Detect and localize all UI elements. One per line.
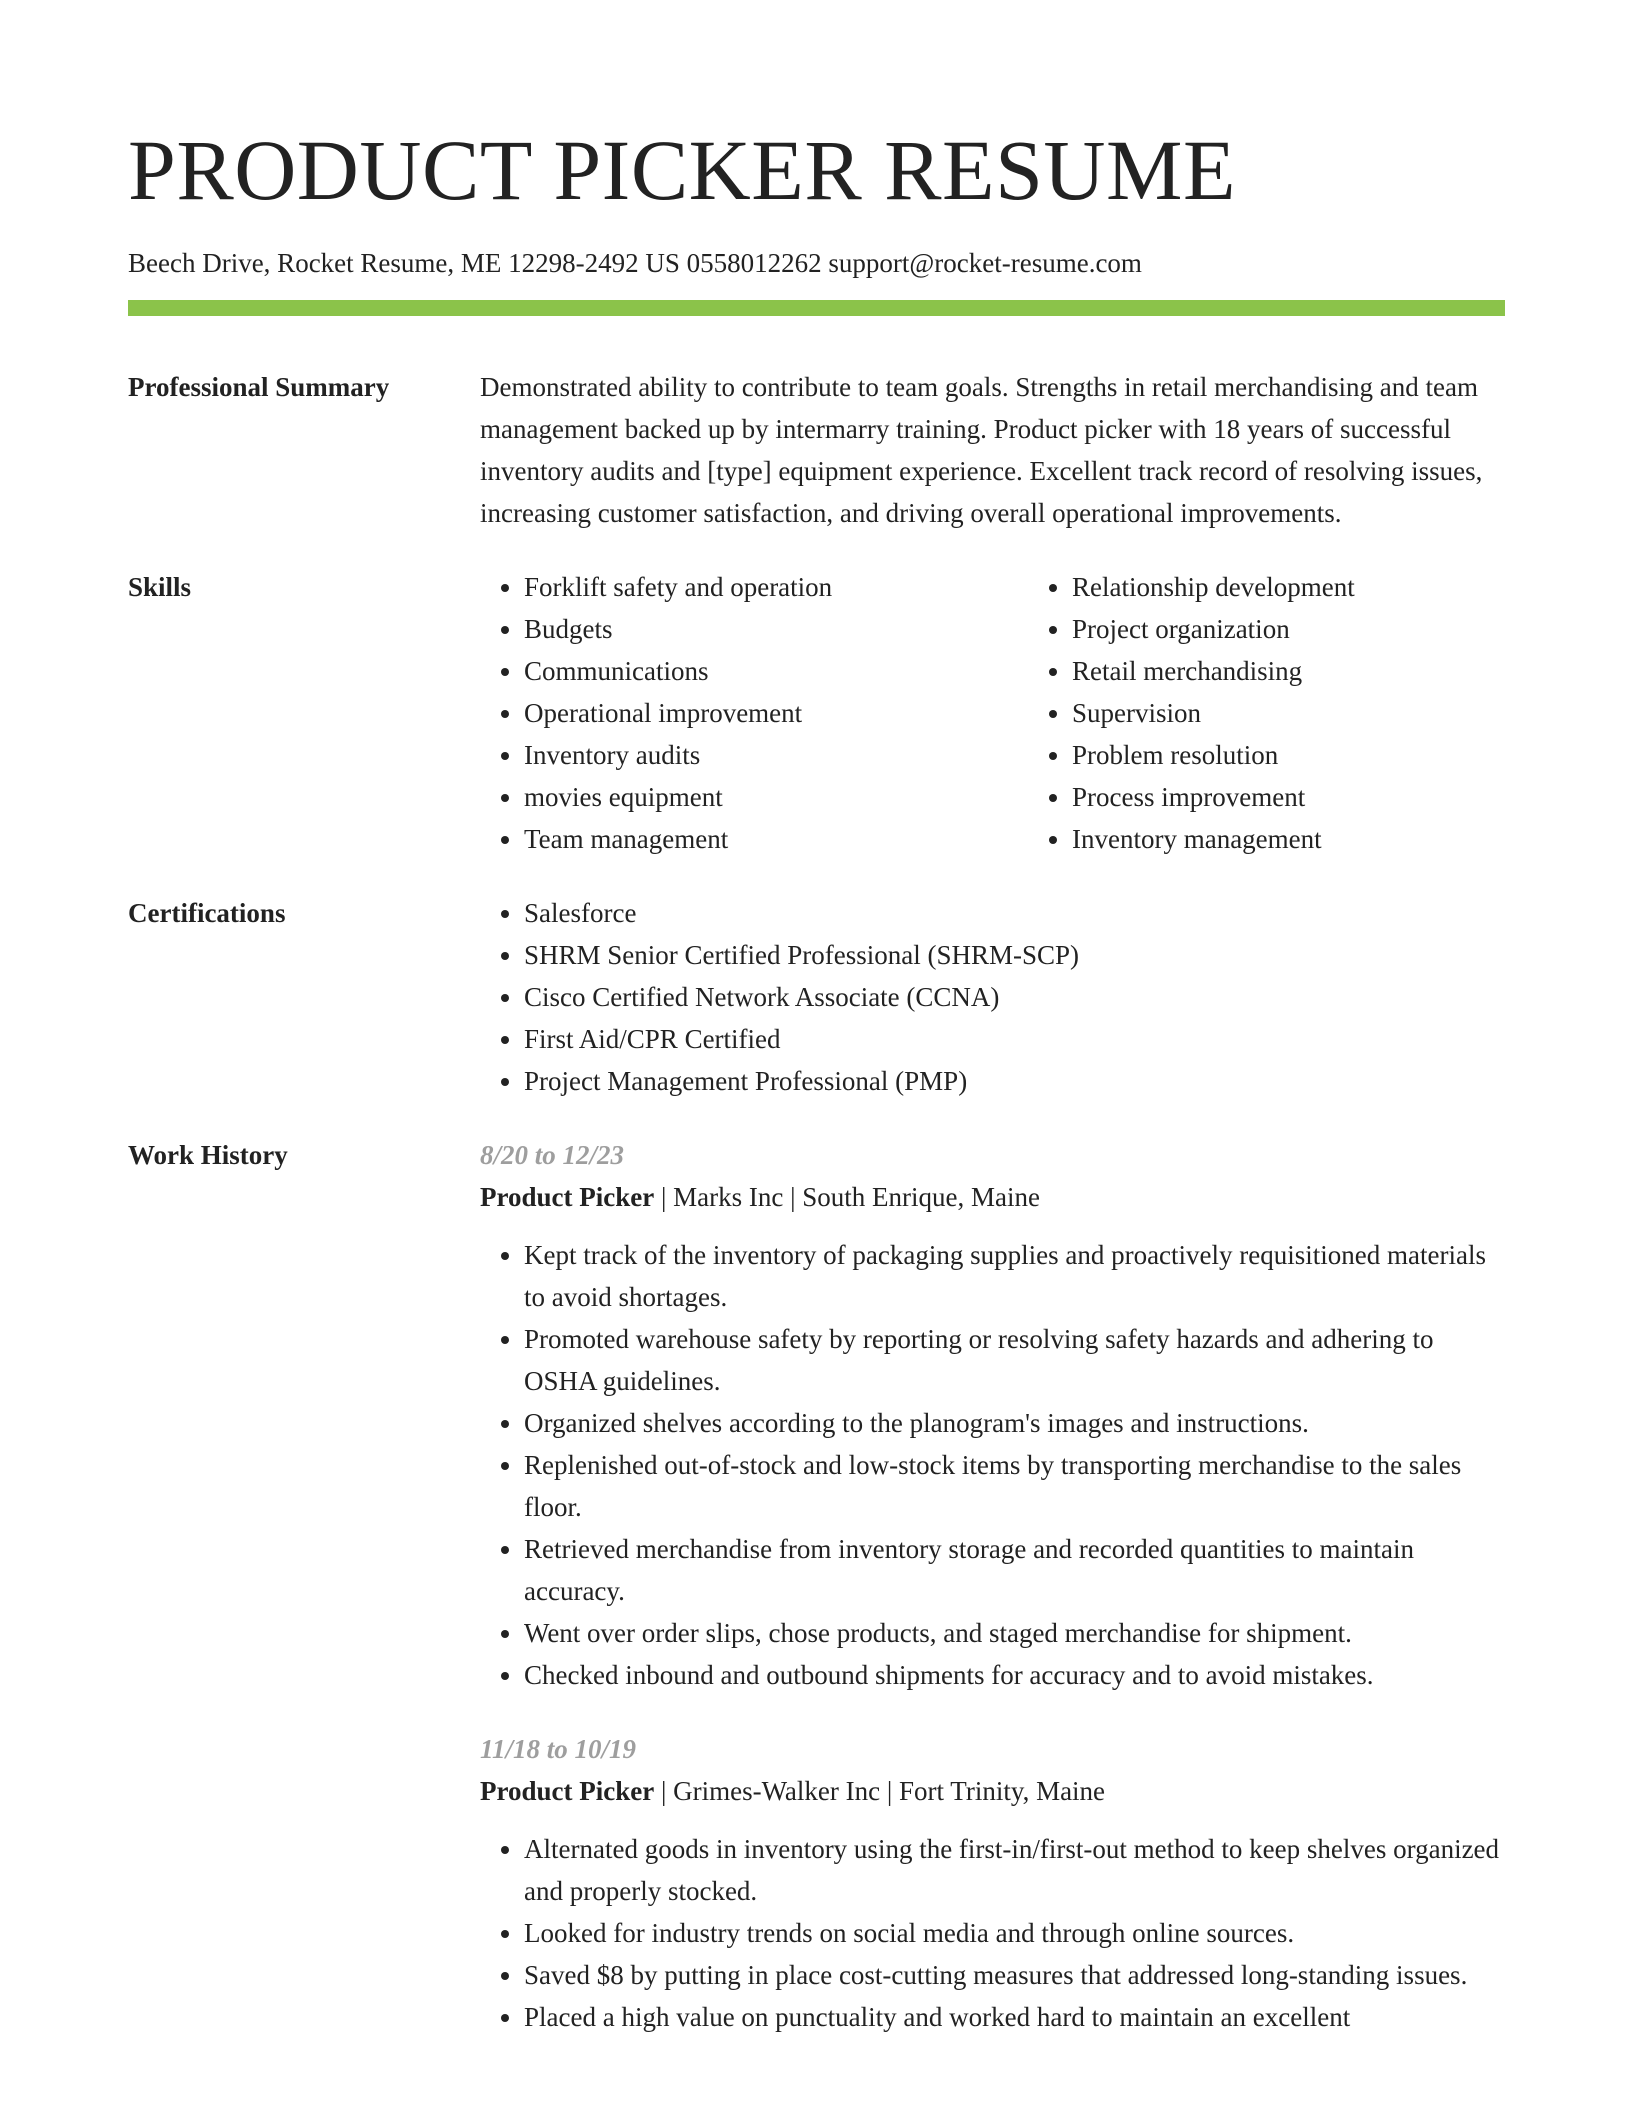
skills-columns	[480, 566, 1576, 860]
job-dates: 11/18 to 10/19	[480, 1734, 637, 1764]
job-bullet: • Retrieved merchandise from inventory storage and recorded quantities to maintain accuracy.	[524, 1528, 1505, 1612]
resume-title: PRODUCT PICKER RESUME	[128, 122, 1237, 218]
section-label-work-history: Work History	[128, 1140, 288, 1170]
job-entry	[480, 1134, 1505, 1696]
skills-section	[128, 566, 1505, 860]
skill-item: • Communications	[524, 650, 1028, 692]
job-bullet-list	[480, 1828, 1505, 2038]
work-history-section	[128, 1134, 1505, 2038]
skills-list-left	[480, 566, 1028, 860]
certification-item: • Project Management Professional (PMP)	[524, 1060, 1505, 1102]
job-heading	[480, 1176, 1505, 1218]
skill-item: • Relationship development	[1072, 566, 1576, 608]
job-details: | Grimes-Walker Inc | Fort Trinity, Maine	[654, 1776, 1106, 1806]
job-bullet: • Placed a high value on punctuality and worked hard to maintain an excellent	[524, 1996, 1505, 2038]
job-bullet: • Saved $8 by putting in place cost-cutting measures that addressed long-standing issues.	[524, 1954, 1505, 1996]
skill-item: • Supervision	[1072, 692, 1576, 734]
job-bullet: • Looked for industry trends on social media and through online sources.	[524, 1912, 1505, 1954]
certification-item: • SHRM Senior Certified Professional (SHRM-SCP)	[524, 934, 1505, 976]
job-bullet: • Alternated goods in inventory using the first-in/first-out method to keep shelves organized and properly stocked.	[524, 1828, 1505, 1912]
skill-item: • Inventory audits	[524, 734, 1028, 776]
certifications-body	[480, 892, 1505, 1102]
job-details: | Marks Inc | South Enrique, Maine	[654, 1182, 1040, 1212]
skill-item: • movies equipment	[524, 776, 1028, 818]
skill-item: • Forklift safety and operation	[524, 566, 1028, 608]
skill-item: • Project organization	[1072, 608, 1576, 650]
skill-item: • Budgets	[524, 608, 1028, 650]
job-bullet: • Checked inbound and outbound shipments for accuracy and to avoid mistakes.	[524, 1654, 1505, 1696]
section-label-certifications: Certifications	[128, 898, 286, 928]
certification-item: • Salesforce	[524, 892, 1505, 934]
job-bullet: • Replenished out-of-stock and low-stock items by transporting merchandise to the sales floor.	[524, 1444, 1505, 1528]
accent-divider	[128, 300, 1505, 316]
job-entry	[480, 1728, 1505, 2038]
job-bullet: • Organized shelves according to the planogram's images and instructions.	[524, 1402, 1505, 1444]
job-bullet: • Promoted warehouse safety by reporting or resolving safety hazards and adhering to OSHA guidelines.	[524, 1318, 1505, 1402]
skills-list-right	[1028, 566, 1576, 860]
skill-item: • Team management	[524, 818, 1028, 860]
certification-item: • Cisco Certified Network Associate (CCNA)	[524, 976, 1505, 1018]
skill-item: • Process improvement	[1072, 776, 1576, 818]
certifications-section	[128, 892, 1505, 1102]
certifications-list	[480, 892, 1505, 1102]
work-history-body	[480, 1134, 1505, 2038]
skill-item: • Operational improvement	[524, 692, 1028, 734]
job-bullet-list	[480, 1234, 1505, 1696]
section-label-skills: Skills	[128, 572, 192, 602]
contact-line: Beech Drive, Rocket Resume, ME 12298-2492 US 0558012262 support@rocket-resume.com	[128, 248, 1142, 278]
job-bullet: • Kept track of the inventory of packaging supplies and proactively requisitioned materials to avoid shortages.	[524, 1234, 1505, 1318]
job-title: Product Picker	[480, 1776, 655, 1806]
job-heading	[480, 1770, 1505, 1812]
summary-section	[128, 366, 1505, 534]
resume-page	[128, 0, 1505, 2038]
job-dates: 8/20 to 12/23	[480, 1140, 625, 1170]
job-title: Product Picker	[480, 1182, 655, 1212]
skill-item: • Retail merchandising	[1072, 650, 1576, 692]
skill-item: • Problem resolution	[1072, 734, 1576, 776]
certification-item: • First Aid/CPR Certified	[524, 1018, 1505, 1060]
section-label-summary: Professional Summary	[128, 372, 390, 402]
job-bullet: • Went over order slips, chose products, and staged merchandise for shipment.	[524, 1612, 1505, 1654]
skill-item: • Inventory management	[1072, 818, 1576, 860]
summary-text: Demonstrated ability to contribute to team goals. Strengths in retail merchandising and team management backed up by intermarry training. Product picker with 18 years of successful inventory audits and [type] equipment experience. Excellent track record of resolving issues, increasing customer satisfaction, and driving overall operational improvements.	[480, 372, 1483, 528]
